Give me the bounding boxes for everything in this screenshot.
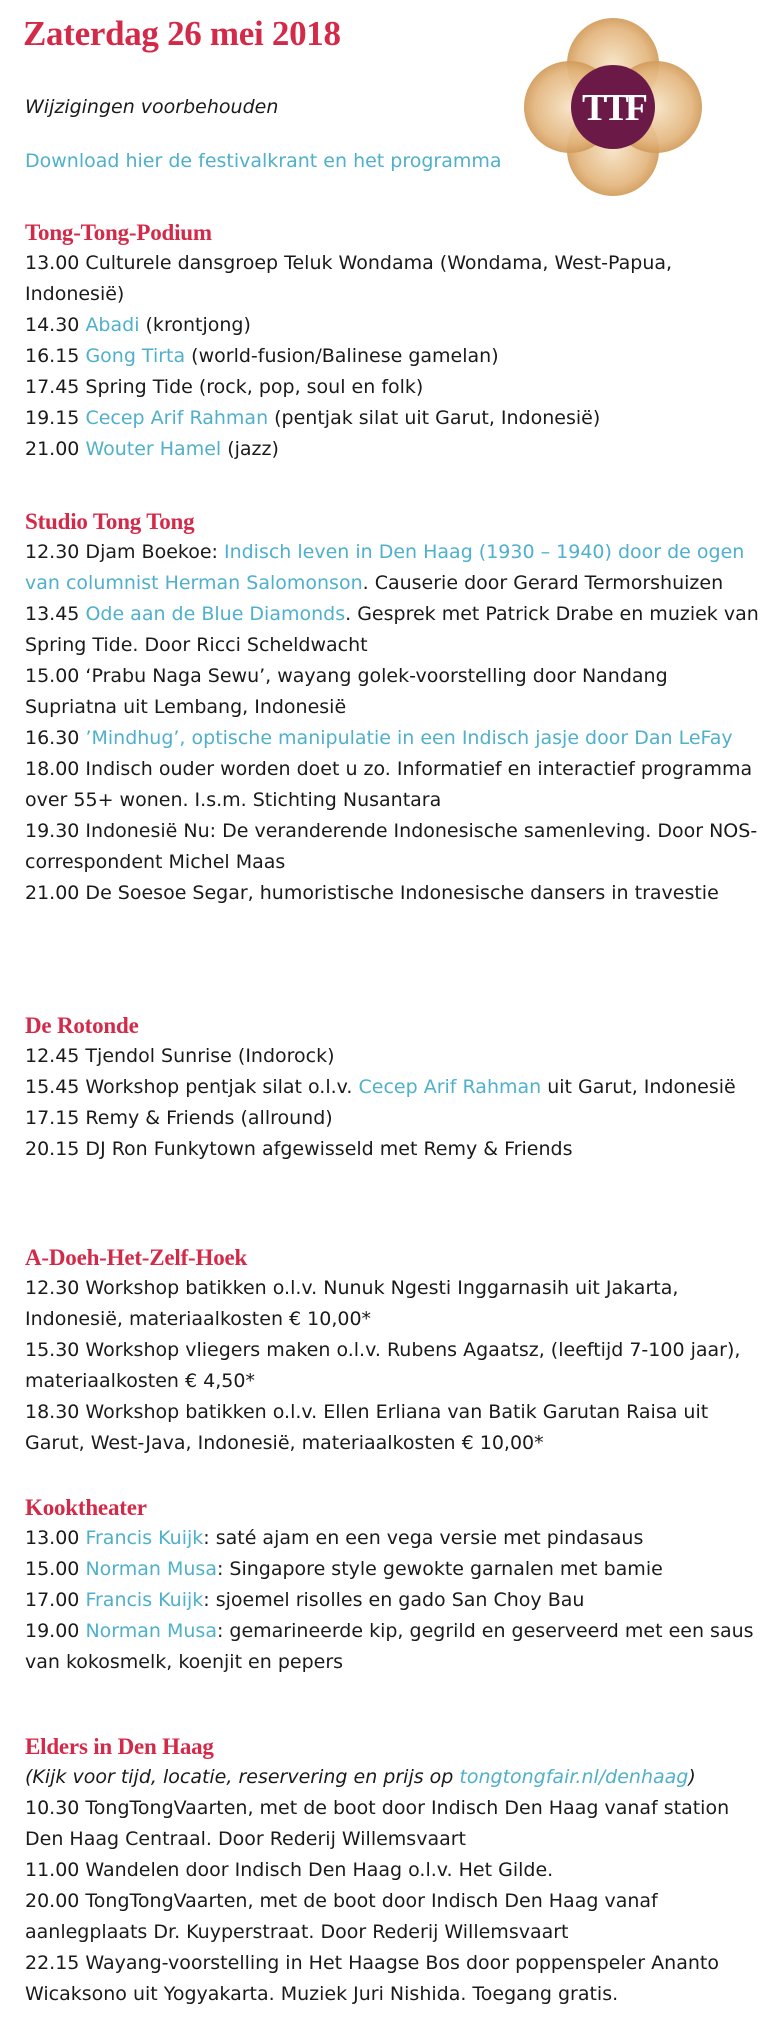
item-text: 13.00 — [25, 1527, 86, 1549]
schedule-item — [25, 816, 765, 878]
program-link[interactable]: Gong Tirta — [85, 345, 186, 367]
item-text: 21.00 De Soesoe Segar, humoristische Indonesische dansers in travestie — [25, 882, 719, 904]
schedule-item — [25, 1273, 765, 1335]
item-text: 11.00 Wandelen door Indisch Den Haag o.l.v. Het Gilde. — [25, 1859, 554, 1881]
item-text: 12.45 Tjendol Sunrise (Indorock) — [25, 1045, 335, 1067]
item-text: (Kijk voor tijd, locatie, reservering en prijs op — [25, 1766, 460, 1788]
schedule-item — [25, 1886, 765, 1948]
item-text: : Singapore style gewokte garnalen met bamie — [216, 1558, 663, 1580]
schedule-item — [25, 1523, 765, 1554]
section-title: A-Doeh-Het-Zelf-Hoek — [25, 1245, 248, 1270]
schedule-item — [25, 537, 765, 599]
schedule-item — [25, 1616, 765, 1678]
program-link[interactable]: ’Mindhug’, optische manipulatie in een Indisch jasje door Dan LeFay — [85, 727, 733, 749]
logo-lettering: TTF — [582, 87, 644, 129]
item-text: 16.30 — [25, 727, 86, 749]
schedule-item — [25, 1041, 765, 1072]
schedule-item — [25, 1762, 765, 1793]
item-text: 22.15 Wayang-voorstelling in Het Haagse Bos door poppenspeler Ananto Wicaksono uit Yogyakarta. Muziek Juri Nishida. Toegang gratis. — [25, 1952, 719, 2005]
schedule-item — [25, 1793, 765, 1855]
schedule-item — [25, 1855, 765, 1886]
program-link[interactable]: tongtongfair.nl/denhaag — [459, 1766, 689, 1788]
item-text: 15.00 ‘Prabu Naga Sewu’, wayang golek-voorstelling door Nandang Supriatna uit Lembang, Indonesië — [25, 665, 668, 718]
schedule-item — [25, 1554, 765, 1585]
program-link[interactable]: Norman Musa — [85, 1558, 217, 1580]
schedule-item — [25, 372, 765, 403]
schedule-section — [25, 218, 765, 465]
item-text: 17.00 — [25, 1589, 86, 1611]
item-text: 10.30 TongTongVaarten, met de boot door Indisch Den Haag vanaf station Den Haag Centraal. Door Rederij Willemsvaart — [25, 1797, 730, 1850]
item-text: 18.00 Indisch ouder worden doet u zo. Informatief en interactief programma over 55+ wonen. I.s.m. Stichting Nusantara — [25, 758, 753, 811]
schedule-item — [25, 754, 765, 816]
schedule-item — [25, 248, 765, 310]
program-link[interactable]: Wouter Hamel — [85, 438, 222, 460]
schedule-item — [25, 1397, 765, 1459]
schedule-item — [25, 1335, 765, 1397]
program-link[interactable]: Ode aan de Blue Diamonds — [85, 603, 346, 625]
item-text: 19.30 Indonesië Nu: De veranderende Indonesische samenleving. Door NOS-correspondent Michel Maas — [25, 820, 758, 873]
item-text: 16.15 — [25, 345, 86, 367]
item-text: 21.00 — [25, 438, 86, 460]
item-text: uit Garut, Indonesië — [541, 1076, 736, 1098]
schedule-item — [25, 878, 765, 909]
item-text: 12.30 Workshop batikken o.l.v. Nunuk Ngesti Inggarnasih uit Jakarta, Indonesië, materiaalkosten € 10,00* — [25, 1277, 679, 1330]
item-text: 18.30 Workshop batikken o.l.v. Ellen Erliana van Batik Garutan Raisa uit Garut, West-Java, Indonesië, materiaalkosten € 10,00* — [25, 1401, 709, 1454]
section-title: De Rotonde — [25, 1013, 139, 1038]
schedule-section — [25, 507, 765, 909]
item-text: 19.00 — [25, 1620, 86, 1642]
item-text: 20.00 TongTongVaarten, met de boot door Indisch Den Haag vanaf aanlegplaats Dr. Kuyperstraat. Door Rederij Willemsvaart — [25, 1890, 658, 1943]
item-text: . Gesprek met Patrick Drabe en muziek van Spring Tide. Door Ricci Scheldwacht — [25, 603, 759, 656]
item-text: : saté ajam en een vega versie met pindasaus — [203, 1527, 644, 1549]
item-text: 15.30 Workshop vliegers maken o.l.v. Rubens Agaatsz, (leeftijd 7-100 jaar), materiaalkosten € 4,50* — [25, 1339, 741, 1392]
schedule-item — [25, 341, 765, 372]
schedule-section — [25, 1011, 765, 1165]
program-link[interactable]: Francis Kuijk — [85, 1527, 204, 1549]
item-text: 17.45 Spring Tide (rock, pop, soul en folk) — [25, 376, 424, 398]
schedule-item — [25, 434, 765, 465]
program-link[interactable]: Indisch leven in Den Haag (1930 – 1940) door de ogen van columnist Herman Salomonson — [25, 541, 745, 594]
item-text: (pentjak silat uit Garut, Indonesië) — [268, 407, 601, 429]
item-text: 13.45 — [25, 603, 86, 625]
schedule-section — [25, 1493, 765, 1678]
item-text: : sjoemel risolles en gado San Choy Bau — [203, 1589, 585, 1611]
schedule-item — [25, 310, 765, 341]
item-text: ) — [688, 1766, 696, 1788]
item-text: 15.00 — [25, 1558, 86, 1580]
program-link[interactable]: Abadi — [85, 314, 140, 336]
item-text: : gemarineerde kip, gegrild en geserveerd met een saus van kokosmelk, koenjit en pepers — [25, 1620, 754, 1673]
item-text: . Causerie door Gerard Termorshuizen — [362, 572, 724, 594]
program-link[interactable]: Cecep Arif Rahman — [85, 407, 269, 429]
item-text: 14.30 — [25, 314, 86, 336]
program-link[interactable]: Cecep Arif Rahman — [358, 1076, 542, 1098]
section-title: Kooktheater — [25, 1495, 147, 1520]
item-text: 17.15 Remy & Friends (allround) — [25, 1107, 333, 1129]
program-link[interactable]: Francis Kuijk — [85, 1589, 204, 1611]
schedule-item — [25, 599, 765, 661]
item-text: (jazz) — [221, 438, 279, 460]
schedule-item — [25, 1134, 765, 1165]
item-text: 20.15 DJ Ron Funkytown afgewisseld met Remy & Friends — [25, 1138, 573, 1160]
schedule-item — [25, 1072, 765, 1103]
festival-logo — [518, 12, 708, 202]
item-text: 13.00 Culturele dansgroep Teluk Wondama (Wondama, West-Papua, Indonesië) — [25, 252, 673, 305]
item-text: 19.15 — [25, 407, 86, 429]
schedule-item — [25, 1948, 765, 2010]
schedule-section — [25, 1732, 765, 2010]
schedule-item — [25, 661, 765, 723]
item-text: (world-fusion/Balinese gamelan) — [185, 345, 499, 367]
section-title: Tong-Tong-Podium — [25, 220, 212, 245]
download-festival-program-link[interactable]: Download hier de festivalkrant en het programma — [25, 150, 502, 172]
schedule-section — [25, 1243, 765, 1459]
item-text: (krontjong) — [139, 314, 251, 336]
program-link[interactable]: Norman Musa — [85, 1620, 217, 1642]
schedule-item — [25, 1585, 765, 1616]
schedule-item — [25, 1103, 765, 1134]
item-text: 12.30 Djam Boekoe: — [25, 541, 224, 563]
item-text: 15.45 Workshop pentjak silat o.l.v. — [25, 1076, 359, 1098]
schedule-item — [25, 403, 765, 434]
page-title: Zaterdag 26 mei 2018 — [23, 14, 341, 53]
disclaimer-text: Wijzigingen voorbehouden — [25, 96, 279, 118]
section-title: Studio Tong Tong — [25, 509, 195, 534]
schedule-item — [25, 723, 765, 754]
section-title: Elders in Den Haag — [25, 1734, 214, 1759]
